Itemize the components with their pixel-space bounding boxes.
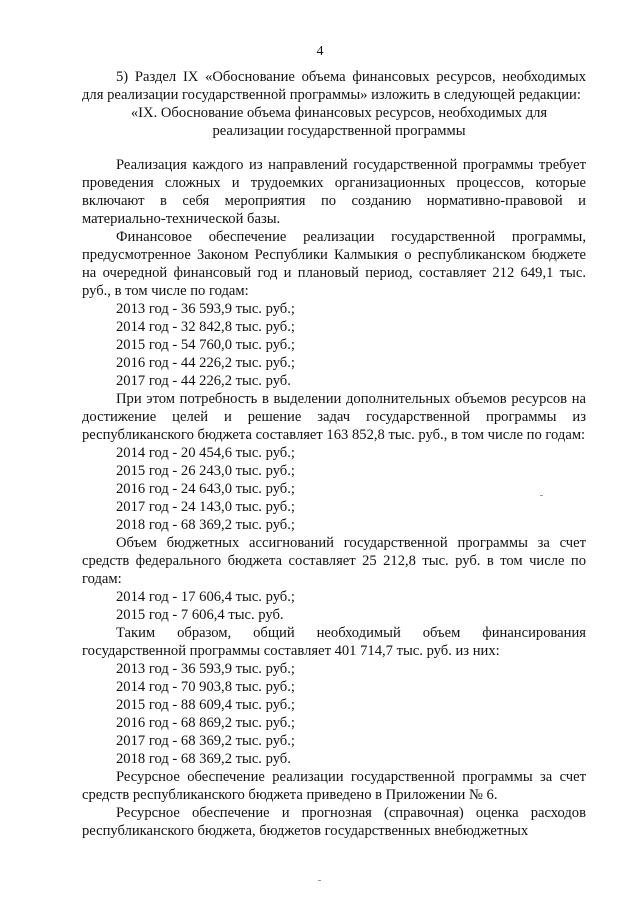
- list-item: 2014 год - 20 454,6 тыс. руб.;: [116, 445, 295, 461]
- paragraph-1: Реализация каждого из направлений государственной программы требует проведения сложных и трудоемких организационных процессов, которые включают в себя мероприятия по созданию нормативно-правовой и материально-технической базы.: [82, 157, 586, 227]
- amendment-paragraph: 5) Раздел IX «Обоснование объема финансовых ресурсов, необходимых для реализации государственной программы» изложить в следующей редакции:: [82, 69, 586, 103]
- paragraph-6: Ресурсное обеспечение реализации государственной программы за счет средств республиканского бюджета приведено в Приложении № 6.: [82, 769, 586, 803]
- page-number: 4: [316, 44, 324, 59]
- document-body: [82, 68, 586, 840]
- list-item: 2016 год - 68 869,2 тыс. руб.;: [116, 715, 295, 731]
- list-item: 2015 год - 7 606,4 тыс. руб.: [116, 607, 284, 623]
- list-item: 2013 год - 36 593,9 тыс. руб.;: [116, 301, 295, 317]
- list-item: 2016 год - 24 643,0 тыс. руб.;: [116, 481, 295, 497]
- list-item: 2015 год - 88 609,4 тыс. руб.;: [116, 697, 295, 713]
- list-item: 2014 год - 17 606,4 тыс. руб.;: [116, 589, 295, 605]
- list-item: 2013 год - 36 593,9 тыс. руб.;: [116, 661, 295, 677]
- funding-list-4: [82, 660, 586, 768]
- list-item: 2016 год - 44 226,2 тыс. руб.;: [116, 355, 295, 371]
- funding-list-3: [82, 588, 586, 624]
- paragraph-5: Таким образом, общий необходимый объем финансирования государственной программы составляет 401 714,7 тыс. руб. из них:: [82, 625, 586, 659]
- scan-speck: [540, 495, 543, 496]
- paragraph-4: Объем бюджетных ассигнований государственной программы за счет средств федерального бюджета составляет 25 212,8 тыс. руб. в том числе по годам:: [82, 535, 586, 587]
- list-item: 2014 год - 32 842,8 тыс. руб.;: [116, 319, 295, 335]
- paragraph-3: При этом потребность в выделении дополнительных объемов ресурсов на достижение целей и решение задач государственной программы из республиканского бюджета составляет 163 852,8 тыс. руб., в том числе по годам:: [82, 391, 586, 443]
- funding-list-1: [82, 300, 586, 390]
- paragraph-2: Финансовое обеспечение реализации государственной программы, предусмотренное Законом Республики Калмыкия о республиканском бюджете на очередной финансовый год и плановый период, составляет 212 649,1 тыс. руб., в том числе по годам:: [82, 229, 586, 299]
- list-item: 2017 год - 44 226,2 тыс. руб.: [116, 373, 291, 389]
- funding-list-2: [82, 444, 586, 534]
- spacer: [82, 140, 586, 156]
- scan-speck: [318, 880, 321, 881]
- list-item: 2017 год - 24 143,0 тыс. руб.;: [116, 499, 295, 515]
- list-item: 2018 год - 68 369,2 тыс. руб.: [116, 751, 291, 767]
- list-item: 2015 год - 26 243,0 тыс. руб.;: [116, 463, 295, 479]
- list-item: 2015 год - 54 760,0 тыс. руб.;: [116, 337, 295, 353]
- list-item: 2014 год - 70 903,8 тыс. руб.;: [116, 679, 295, 695]
- list-item: 2017 год - 68 369,2 тыс. руб.;: [116, 733, 295, 749]
- paragraph-7: Ресурсное обеспечение и прогнозная (справочная) оценка расходов республиканского бюджета, бюджетов государственных внебюджетных: [82, 805, 586, 839]
- section-heading: «IX. Обоснование объема финансовых ресурсов, необходимых для реализации государственной программы: [130, 105, 548, 139]
- list-item: 2018 год - 68 369,2 тыс. руб.;: [116, 517, 295, 533]
